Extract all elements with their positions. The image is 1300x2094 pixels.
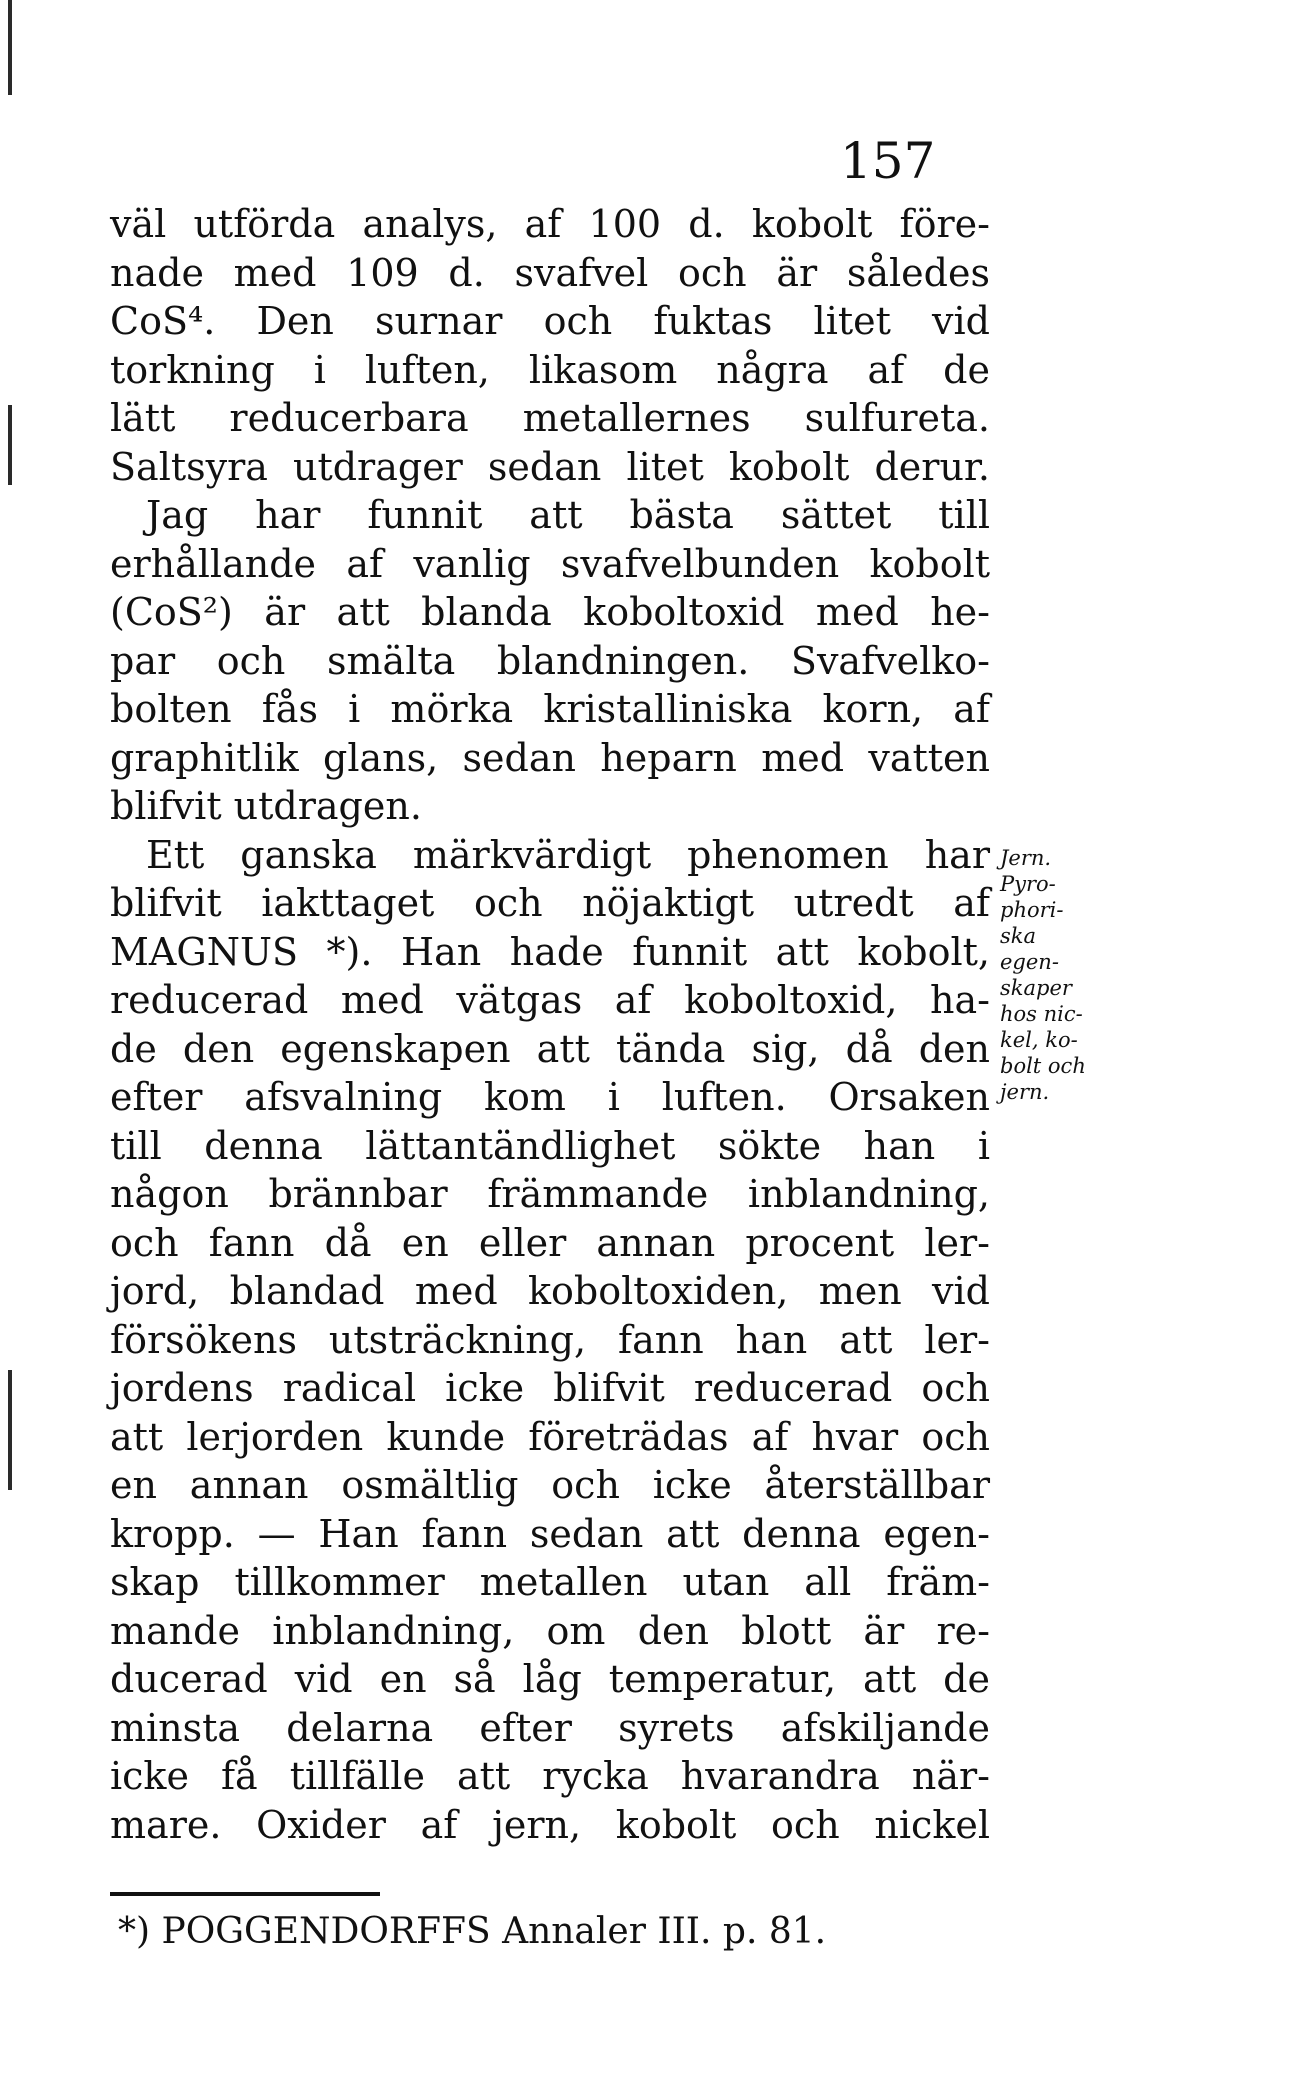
text-line: en annan osmältlig och icke återställbar — [110, 1463, 990, 1507]
left-edge-mark-middle — [8, 405, 12, 485]
text-line: Saltsyra utdrager sedan litet kobolt derur. — [110, 444, 990, 489]
text-line: väl utförda analys, af 100 d. kobolt före- — [110, 202, 990, 246]
text-line: bolten fås i mörka kristalliniska korn, af — [110, 687, 990, 731]
margin-note-line: Jern. — [1000, 846, 1052, 870]
text-line: ducerad vid en så låg temperatur, att de — [110, 1657, 990, 1701]
footnote-rule — [110, 1892, 380, 1896]
text-line: efter afsvalning kom i luften. Orsaken — [110, 1075, 990, 1119]
text-line: någon brännbar främmande inblandning, — [110, 1172, 990, 1216]
text-line: mande inblandning, om den blott är re- — [110, 1608, 990, 1653]
text-line: (CoS²) är att blanda koboltoxid med he- — [110, 590, 990, 634]
text-line: kropp. — Han fann sedan att denna egen- — [110, 1511, 990, 1556]
footnote: *) POGGENDORFFS Annaler III. p. 81. — [118, 1911, 827, 1952]
left-edge-mark-top — [8, 0, 12, 95]
text-line: de den egenskapen att tända sig, då den — [110, 1026, 990, 1071]
text-line: graphitlik glans, sedan heparn med vatten — [110, 735, 990, 780]
left-edge-mark-bottom — [8, 1370, 12, 1490]
text-line: skap tillkommer metallen utan all främ- — [110, 1560, 990, 1604]
margin-note-line: hos nic- — [1000, 1002, 1083, 1026]
text-line: reducerad med vätgas af koboltoxid, ha- — [110, 978, 990, 1022]
text-line: försökens utsträckning, fann han att ler- — [110, 1317, 990, 1362]
text-line: torkning i luften, likasom några af de — [110, 347, 990, 392]
text-line: par och smälta blandningen. Svafvelko- — [110, 638, 990, 683]
margin-note — [1000, 845, 1110, 1105]
margin-note-line: jern. — [1000, 1080, 1050, 1104]
text-line: Jag har funnit att bästa sättet till — [146, 493, 990, 537]
body-text — [110, 200, 990, 1849]
text-line: mare. Oxider af jern, kobolt och nickel — [110, 1802, 990, 1847]
margin-note-line: kel, ko- — [1000, 1028, 1078, 1052]
text-line: MAGNUS *). Han hade funnit att kobolt, — [110, 929, 990, 974]
margin-note-line: ska — [1000, 924, 1037, 948]
text-line: icke få tillfälle att rycka hvarandra när- — [110, 1754, 990, 1798]
text-line: Ett ganska märkvärdigt phenomen har — [146, 832, 990, 877]
text-line: till denna lättantändlighet sökte han i — [110, 1123, 990, 1168]
margin-note-line: egen- — [1000, 950, 1059, 974]
text-line: att lerjorden kunde företrädas af hvar och — [110, 1414, 990, 1459]
page-number: 157 — [840, 132, 936, 190]
text-line: blifvit iakttaget och nöjaktigt utredt af — [110, 881, 990, 925]
text-line: blifvit utdragen. — [110, 784, 422, 828]
margin-note-line: skaper — [1000, 976, 1072, 1000]
text-line: erhållande af vanlig svafvelbunden kobolt — [110, 541, 990, 586]
text-line: jordens radical icke blifvit reducerad och — [110, 1366, 990, 1410]
text-line: och fann då en eller annan procent ler- — [110, 1220, 990, 1265]
text-line: minsta delarna efter syrets afskiljande — [110, 1705, 990, 1750]
margin-note-line: phori- — [1000, 898, 1064, 922]
text-line: nade med 109 d. svafvel och är således — [110, 250, 990, 295]
text-line: jord, blandad med koboltoxiden, men vid — [110, 1269, 990, 1313]
margin-note-line: Pyro- — [1000, 872, 1056, 896]
margin-note-line: bolt och — [1000, 1054, 1086, 1078]
text-line: CoS⁴. Den surnar och fuktas litet vid — [110, 299, 990, 343]
text-line: lätt reducerbara metallernes sulfureta. — [110, 396, 990, 440]
